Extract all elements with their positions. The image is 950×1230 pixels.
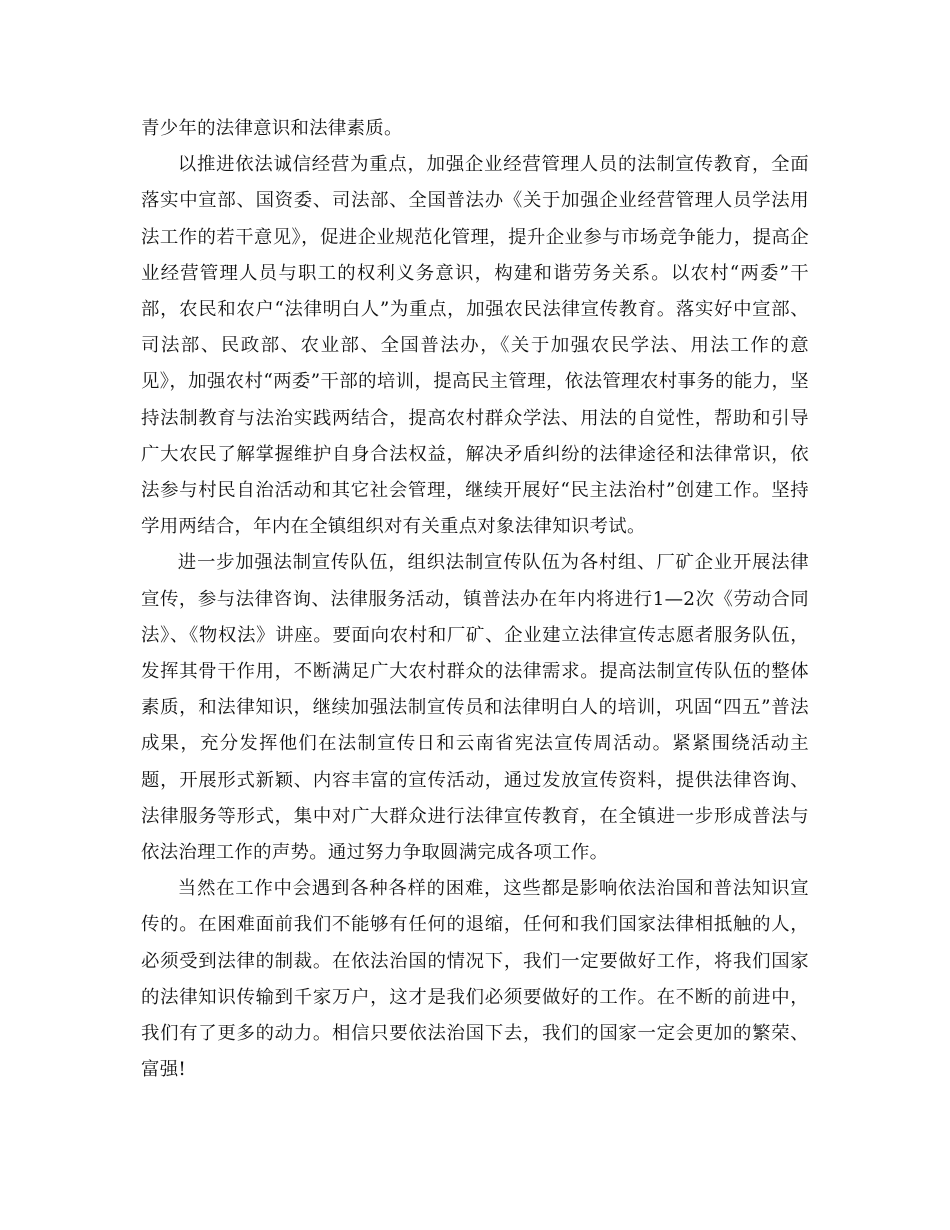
paragraph-publicity-team: 进一步加强法制宣传队伍，组织法制宣传队伍为各村组、厂矿企业开展法律宣传，参与法律咨询、法律服务活动，镇普法办在年内将进行1—2次《劳动合同法》、《物权法》讲座。要面向农村和厂矿、企业建立法律宣传志愿者服务队伍，发挥其骨干作用，不断满足广大农村群众的法律需求。提高法制宣传队伍的整体素质，和法律知识，继续加强法制宣传员和法律明白人的培训，巩固“四五”普法成果，充分发挥他们在法制宣传日和云南省宪法宣传周活动。紧紧围绕活动主题，开展形式新颖、内容丰富的宣传活动，通过发放宣传资料，提供法律咨询、法律服务等形式，集中对广大群众进行法律宣传教育，在全镇进一步形成普法与依法治理工作的声势。通过努力争取圆满完成各项工作。 — [141, 552, 809, 864]
paragraph-continuation: 青少年的法律意识和法律素质。 — [141, 118, 403, 139]
paragraph-conclusion: 当然在工作中会遇到各种各样的困难，这些都是影响依法治国和普法知识宣传的。在困难面前我们不能够有任何的退缩，任何和我们国家法律相抵触的人，必须受到法律的制裁。在依法治国的情况下，我们一定要做好工作，将我们国家的法律知识传输到千家万户，这才是我们必须要做好的工作。在不断的前进中，我们有了更多的动力。相信只要依法治国下去，我们的国家一定会更加的繁荣、富强! — [141, 878, 809, 1081]
paragraph-enterprise-education: 以推进依法诚信经营为重点，加强企业经营管理人员的法制宣传教育，全面落实中宣部、国资委、司法部、全国普法办《关于加强企业经营管理人员学法用法工作的若干意见》，促进企业规范化管理，提升企业参与市场竞争能力，提高企业经营管理人员与职工的权利义务意识，构建和谐劳务关系。以农村“两委”干部，农民和农户“法律明白人”为重点，加强农民法律宣传教育。落实好中宣部、司法部、民政部、农业部、全国普法办，《关于加强农民学法、用法工作的意见》，加强农村“两委”干部的培训，提高民主管理，依法管理农村事务的能力，坚持法制教育与法治实践两结合，提高农村群众学法、用法的自觉性，帮助和引导广大农民了解掌握维护自身合法权益，解决矛盾纠纷的法律途径和法律常识，依法参与村民自治活动和其它社会管理，继续开展好“民主法治村”创建工作。坚持学用两结合，年内在全镇组织对有关重点对象法律知识考试。 — [141, 154, 809, 538]
document-page — [141, 111, 809, 1088]
